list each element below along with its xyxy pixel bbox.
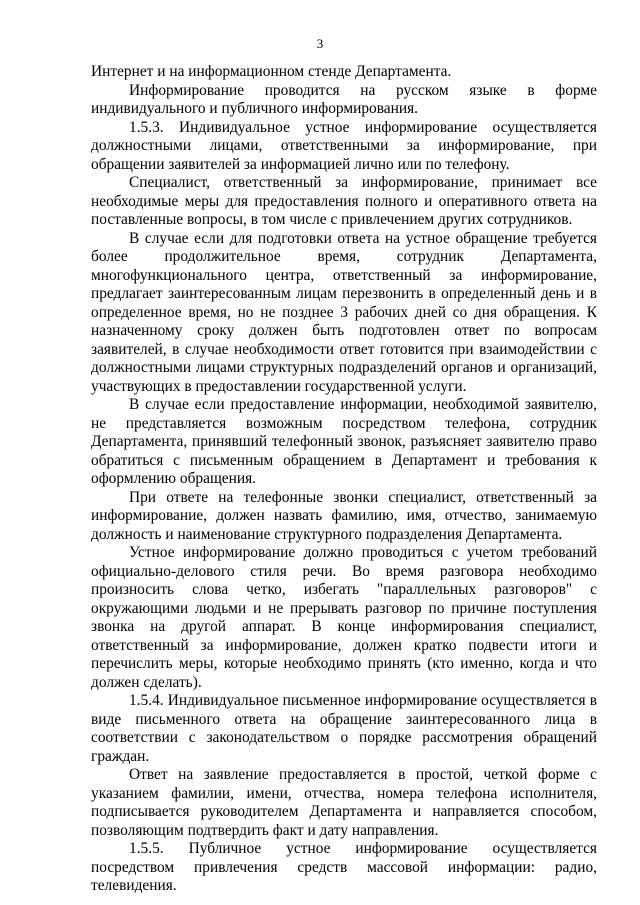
paragraph-business-style: Устное информирование должно проводиться с учетом требований официально-делового стиля речи. Во время разговора необходимо произносить слова четко, избегать "параллельных разговоров" с окружающими людьми и не прерывать разговор по причине поступления звонка на другой аппарат. В конце информирования специалист, ответственный за информирование, должен кратко подвести итоги и перечислить меры, которые необходимо принять (кто именно, когда и что должен сделать). — [91, 544, 597, 691]
document-body — [91, 63, 597, 896]
paragraph-specialist-measures: Специалист, ответственный за информирование, принимает все необходимые меры для предоставления полного и оперативного ответа на поставленные вопросы, в том числе с привлечением других сотрудников. — [91, 174, 597, 228]
paragraph-phone-not-possible: В случае если предоставление информации, необходимой заявителю, не представляется возможным посредством телефона, сотрудник Департамента, принявший телефонный звонок, разъясняет заявителю право обратиться с письменным обращением в Департамент и требования к оформлению обращения. — [91, 396, 597, 487]
paragraph-informing-language: Информирование проводится на русском языке в форме индивидуального и публичного информирования. — [91, 81, 597, 117]
paragraph-longer-preparation: В случае если для подготовки ответа на устное обращение требуется более продолжительное время, сотрудник Департамента, многофункционального центра, ответственный за информирование, предлагает заинтересованным лицам перезвонить в определенный день и в определенное время, но не позднее 3 рабочих дней со дня обращения. К назначенному сроку должен быть подготовлен ответ по вопросам заявителей, в случае необходимости ответ готовится при взаимодействии с должностными лицами структурных подразделений органов и организаций, участвующих в предоставлении государственной услуги. — [91, 229, 597, 395]
paragraph-1-5-5-public-oral: 1.5.5. Публичное устное информирование осуществляется посредством привлечения средств массовой информации: радио, телевидения. — [91, 840, 597, 894]
paragraph-answer-form: Ответ на заявление предоставляется в простой, четкой форме с указанием фамилии, имени, отчества, номера телефона исполнителя, подписывается руководителем Департамента и направляется способом, позволяющим подтвердить факт и дату направления. — [91, 766, 597, 839]
paragraph-1-5-3-individual-oral: 1.5.3. Индивидуальное устное информирование осуществляется должностными лицами, ответственными за информирование, при обращении заявителей за информацией лично или по телефону. — [91, 118, 597, 173]
page-number: 3 — [316, 36, 324, 51]
paragraph-phone-answer-rules: При ответе на телефонные звонки специалист, ответственный за информирование, должен назвать фамилию, имя, отчество, занимаемую должность и наименование структурного подразделения Департамента. — [91, 488, 597, 543]
paragraph-1-5-4-written: 1.5.4. Индивидуальное письменное информирование осуществляется в виде письменного ответа на обращение заинтересованного лица в соответствии с законодательством о порядке рассмотрения обращений граждан. — [91, 692, 597, 765]
paragraph-internet-continuation: Интернет и на информационном стенде Департамента. — [91, 63, 452, 80]
